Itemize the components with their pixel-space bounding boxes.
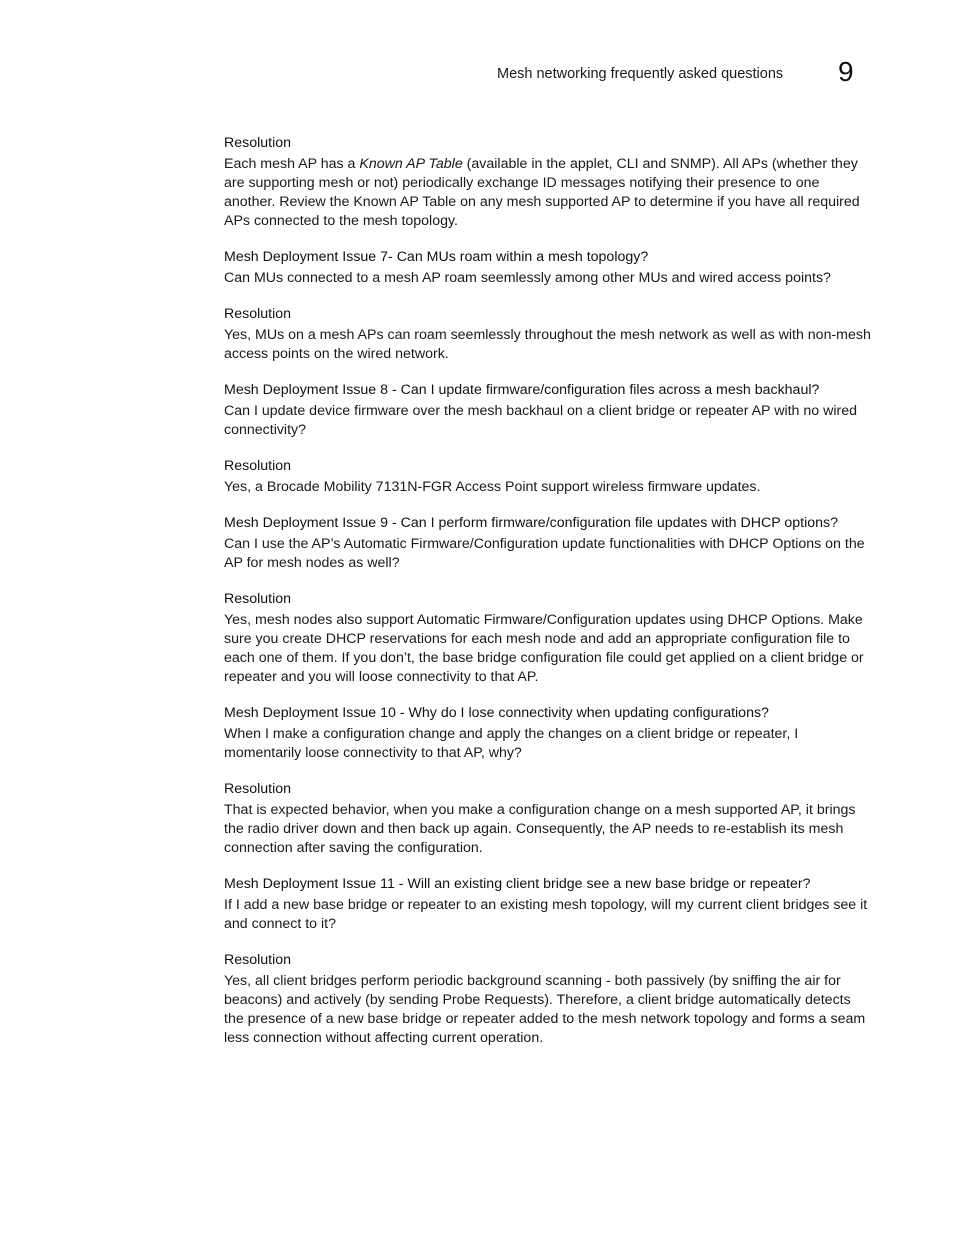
section-label: Resolution [224, 135, 292, 151]
section-text: Yes, all client bridges perform periodic background scanning - both passively (by sniffing the air for beacons) and actively (by sending Probe Requests). Therefore, a client bridge automatically detects the presence of a new base bridge or repeater added to the mesh network topology and forms a seam less connection without affecting current operation. [224, 973, 866, 1046]
faq-section [224, 590, 872, 687]
section-label: Resolution [224, 781, 292, 797]
chapter-number: 9 [838, 56, 854, 87]
running-header-title: Mesh networking frequently asked questions [497, 66, 784, 82]
section-text: Can I update device firmware over the mesh backhaul on a client bridge or repeater AP with no wired connectivity? [224, 403, 858, 438]
section-text: Yes, MUs on a mesh APs can roam seemlessly throughout the mesh network as well as with non-mesh access points on the wired network. [224, 327, 871, 362]
section-text: Can I use the AP’s Automatic Firmware/Configuration update functionalities with DHCP Options on the AP for mesh nodes as well? [224, 536, 865, 571]
faq-section [224, 875, 872, 934]
section-text: Yes, a Brocade Mobility 7131N-FGR Access Point support wireless firmware updates. [224, 479, 761, 495]
faq-section [224, 951, 872, 1048]
section-label: Resolution [224, 591, 292, 607]
section-text: Can MUs connected to a mesh AP roam seemlessly among other MUs and wired access points? [224, 270, 831, 286]
page-body [224, 134, 872, 1065]
faq-section [224, 134, 872, 231]
faq-section [224, 305, 872, 364]
section-text: Yes, mesh nodes also support Automatic Firmware/Configuration updates using DHCP Options. Make sure you create DHCP reservations for each mesh node and add an appropriate configuration file to each one of them. If you don’t, the base bridge configuration file could get applied on a client bridge or repeater and you will loose connectivity to that AP. [224, 612, 864, 685]
section-text: If I add a new base bridge or repeater to an existing mesh topology, will my current client bridges see it and connect to it? [224, 897, 868, 932]
section-label: Mesh Deployment Issue 10 - Why do I lose connectivity when updating configurations? [224, 705, 769, 721]
known-ap-table-term: Known AP Table [359, 156, 463, 172]
section-label: Mesh Deployment Issue 11 - Will an existing client bridge see a new base bridge or repeater? [224, 876, 811, 892]
faq-section [224, 704, 872, 763]
faq-section [224, 780, 872, 858]
section-label: Resolution [224, 306, 292, 322]
section-label: Mesh Deployment Issue 9 - Can I perform firmware/configuration file updates with DHCP options? [224, 515, 839, 531]
faq-section [224, 457, 872, 497]
section-text: When I make a configuration change and apply the changes on a client bridge or repeater, I momentarily loose connectivity to that AP, why? [224, 726, 799, 761]
section-label: Resolution [224, 952, 292, 968]
section-text: That is expected behavior, when you make a configuration change on a mesh supported AP, it brings the radio driver down and then back up again. Consequently, the AP needs to re-establish its mesh connection after saving the configuration. [224, 802, 856, 856]
section-label: Resolution [224, 458, 292, 474]
section-text: Each mesh AP has a Known AP Table (available in the applet, CLI and SNMP). All APs (whether they are supporting mesh or not) periodically exchange ID messages notifying their presence to one another. Review the Known AP Table on any mesh supported AP to determine if you have all required APs connected to the mesh topology. [224, 156, 860, 229]
section-label: Mesh Deployment Issue 7- Can MUs roam within a mesh topology? [224, 249, 649, 265]
faq-section [224, 381, 872, 440]
page-header [0, 56, 954, 96]
faq-section [224, 248, 872, 288]
section-label: Mesh Deployment Issue 8 - Can I update firmware/configuration files across a mesh backhaul? [224, 382, 820, 398]
faq-section [224, 514, 872, 573]
